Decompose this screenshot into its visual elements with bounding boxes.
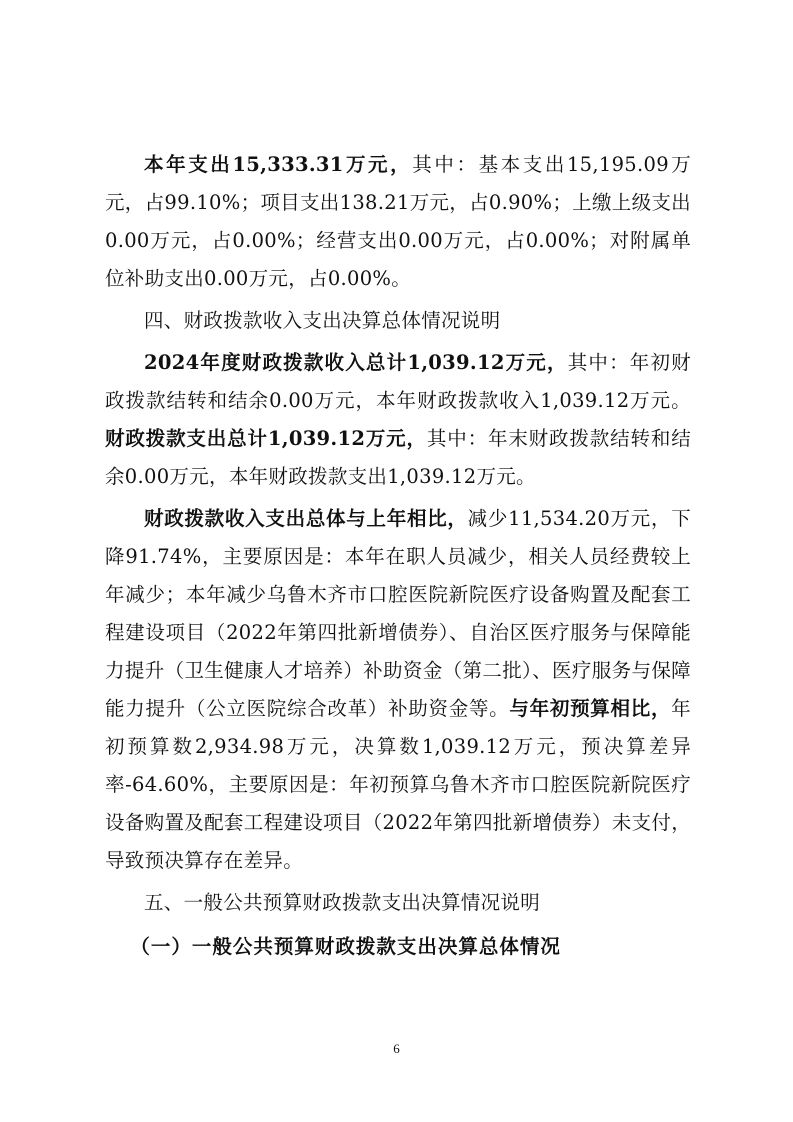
expenditure-paragraph	[105, 146, 691, 298]
fiscal-income-detail-text: 其中：年初财政拨款结转和结余0.00万元，本年财政拨款收入1,039.12万元。	[105, 351, 691, 412]
section-four-heading: 四、财政拨款收入支出决算总体情况说明	[144, 309, 501, 332]
fiscal-expenditure-detail-text: 其中：年末财政拨款结转和结余0.00万元，本年财政拨款支出1,039.12万元。	[105, 427, 691, 488]
expenditure-detail-text: 其中：基本支出15,195.09万元，占99.10%；项目支出138.21万元，占0.90%；上缴上级支出0.00万元，占0.00%；经营支出0.00万元，占0.00%；对附属单位补助支出0.00万元，占0.00%。	[105, 153, 692, 290]
fiscal-expenditure-total-bold: 财政拨款支出总计1,039.12万元，	[105, 427, 427, 450]
section-five-subheading: （一）一般公共预算财政拨款支出决算总体情况	[130, 935, 561, 958]
section-five-heading: 五、一般公共预算财政拨款支出决算情况说明	[144, 891, 541, 914]
comparison-paragraph	[105, 500, 691, 880]
expenditure-total-bold: 本年支出15,333.31万元，	[144, 153, 413, 176]
year-comparison-text: 减少11,534.20万元，下降91.74%，主要原因是：本年在职人员减少，相关人员经费较上年减少；本年减少乌鲁木齐市口腔医院新院医疗设备购置及配套工程建设项目（2022年第四批新增债券）、自治区医疗服务与保障能力提升（卫生健康人才培养）补助资金（第二批）、医疗服务与保障能力提升（公立医院综合改革）补助资金等。	[105, 507, 691, 720]
budget-comparison-text: 年初预算数2,934.98万元，决算数1,039.12万元，预决算差异率-64.60%，主要原因是：年初预算乌鲁木齐市口腔医院新院医疗设备购置及配套工程建设项目（2022年第四批新增债券）未支付，导致预决算存在差异。	[105, 697, 691, 872]
fiscal-appropriation-paragraph	[105, 344, 691, 496]
year-comparison-bold: 财政拨款收入支出总体与上年相比，	[144, 507, 468, 530]
page-number: 6	[393, 1041, 400, 1056]
budget-comparison-bold: 与年初预算相比，	[509, 697, 672, 720]
fiscal-income-total-bold: 2024年度财政拨款收入总计1,039.12万元，	[144, 351, 568, 374]
document-body	[105, 146, 691, 966]
